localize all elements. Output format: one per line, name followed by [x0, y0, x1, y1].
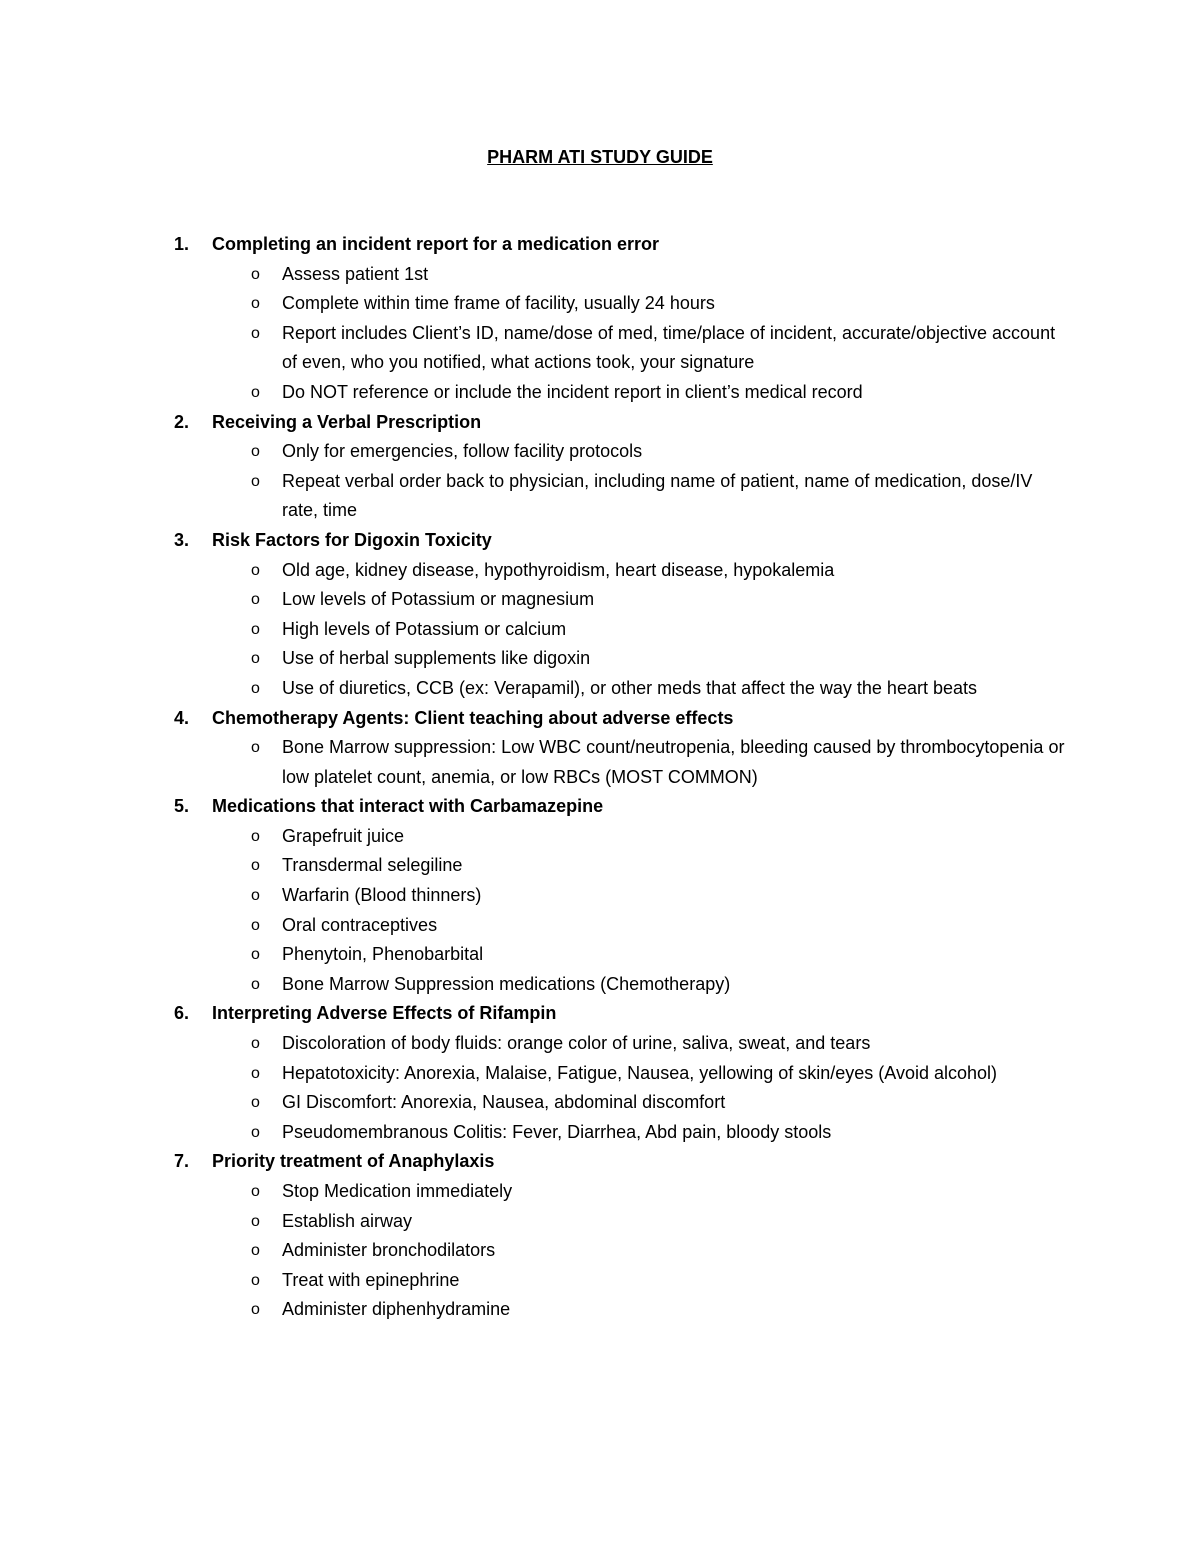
bullet-marker-icon: o	[251, 916, 260, 934]
bullet-marker-icon: o	[251, 383, 260, 401]
list-item-text: Bone Marrow Suppression medications (Chemotherapy)	[282, 973, 731, 994]
section-2	[0, 408, 1200, 526]
section-heading	[0, 792, 1200, 822]
list-item	[0, 822, 1200, 852]
list-item	[0, 940, 1200, 970]
list-item	[0, 851, 1200, 881]
section-title: Chemotherapy Agents: Client teaching about adverse effects	[212, 707, 734, 728]
section-title: Priority treatment of Anaphylaxis	[212, 1151, 495, 1172]
bullet-marker-icon: o	[251, 1035, 260, 1053]
list-item-text: Low levels of Potassium or magnesium	[282, 589, 595, 610]
document-title: PHARM ATI STUDY GUIDE	[487, 147, 713, 167]
list-item-text: Administer diphenhydramine	[282, 1299, 511, 1320]
section-heading	[0, 230, 1200, 260]
list-item	[0, 733, 1200, 792]
list-item	[0, 615, 1200, 645]
list-item	[0, 1118, 1200, 1148]
list-item-text: Complete within time frame of facility, usually 24 hours	[282, 293, 715, 314]
list-item-text: High levels of Potassium or calcium	[282, 618, 567, 639]
list-item	[0, 260, 1200, 290]
list-item-text: Oral contraceptives	[282, 914, 438, 935]
section-number: 4.	[174, 707, 190, 728]
list-item-text: GI Discomfort: Anorexia, Nausea, abdominal discomfort	[282, 1092, 726, 1113]
section-4	[0, 704, 1200, 793]
list-item-text: Establish airway	[282, 1210, 413, 1231]
list-item	[0, 1029, 1200, 1059]
list-item-text: Pseudomembranous Colitis: Fever, Diarrhea, Abd pain, bloody stools	[282, 1121, 832, 1142]
section-heading	[0, 408, 1200, 438]
bullet-marker-icon: o	[251, 946, 260, 964]
bullet-marker-icon: o	[251, 324, 260, 342]
list-item	[0, 970, 1200, 1000]
list-item-text: Hepatotoxicity: Anorexia, Malaise, Fatigue, Nausea, yellowing of skin/eyes (Avoid alcohol)	[282, 1062, 998, 1083]
section-number: 5.	[174, 796, 190, 817]
list-item-text: Old age, kidney disease, hypothyroidism, heart disease, hypokalemia	[282, 559, 835, 580]
bullet-marker-icon: o	[251, 620, 260, 638]
list-item	[0, 1295, 1200, 1325]
bullet-marker-icon: o	[251, 1064, 260, 1082]
section-number: 1.	[174, 234, 190, 254]
bullet-marker-icon: o	[251, 1271, 260, 1289]
list-item	[0, 1207, 1200, 1237]
list-item-text: Stop Medication immediately	[282, 1181, 513, 1201]
bullet-marker-icon: o	[251, 679, 260, 697]
section-heading	[0, 1147, 1200, 1177]
study-guide-list	[0, 230, 1200, 1325]
list-item-text: Treat with epinephrine	[282, 1269, 460, 1290]
list-item-text: Warfarin (Blood thinners)	[282, 885, 482, 906]
bullet-marker-icon: o	[251, 472, 260, 490]
list-item-text: Transdermal selegiline	[282, 855, 463, 876]
list-item-text: Use of herbal supplements like digoxin	[282, 648, 591, 669]
section-title: Receiving a Verbal Prescription	[212, 411, 482, 432]
bullet-marker-icon: o	[251, 443, 260, 461]
list-item-text: Do NOT reference or include the incident report in client’s medical record	[282, 381, 863, 402]
list-item-text: Bone Marrow suppression: Low WBC count/neutropenia, bleeding caused by thrombocytopenia or low platelet count, anemia, or low RBCs (MOST COMMON)	[282, 737, 1065, 787]
section-heading	[0, 704, 1200, 734]
bullet-marker-icon: o	[251, 975, 260, 993]
section-number: 2.	[174, 411, 190, 432]
bullet-marker-icon: o	[251, 1212, 260, 1230]
list-item	[0, 467, 1200, 526]
list-item-text: Assess patient 1st	[282, 263, 429, 284]
list-item-text: Use of diuretics, CCB (ex: Verapamil), or other meds that affect the way the heart beats	[282, 677, 977, 698]
list-item	[0, 1088, 1200, 1118]
bullet-marker-icon: o	[251, 1242, 260, 1260]
list-item	[0, 881, 1200, 911]
bullet-marker-icon: o	[251, 295, 260, 313]
list-item	[0, 319, 1200, 378]
list-item-text: Only for emergencies, follow facility protocols	[282, 441, 643, 462]
list-item-text: Repeat verbal order back to physician, including name of patient, name of medication, dose/IV rate, time	[282, 470, 1033, 521]
list-item	[0, 289, 1200, 319]
bullet-marker-icon: o	[251, 650, 260, 668]
list-item	[0, 1059, 1200, 1089]
list-item-text: Discoloration of body fluids: orange color of urine, saliva, sweat, and tears	[282, 1033, 871, 1054]
list-item	[0, 1177, 1200, 1207]
list-item-text: Administer bronchodilators	[282, 1240, 496, 1261]
list-item	[0, 378, 1200, 408]
bullet-marker-icon: o	[251, 887, 260, 905]
section-5	[0, 792, 1200, 999]
section-title: Medications that interact with Carbamazepine	[212, 796, 604, 817]
bullet-marker-icon: o	[251, 827, 260, 845]
list-item-text: Phenytoin, Phenobarbital	[282, 944, 484, 965]
bullet-marker-icon: o	[251, 591, 260, 609]
list-item	[0, 437, 1200, 467]
section-1	[0, 230, 1200, 408]
section-number: 3.	[174, 529, 190, 550]
bullet-marker-icon: o	[251, 265, 260, 283]
bullet-marker-icon: o	[251, 739, 260, 757]
list-item	[0, 674, 1200, 704]
list-item-text: Grapefruit juice	[282, 825, 405, 846]
list-item	[0, 585, 1200, 615]
section-3	[0, 526, 1200, 704]
list-item	[0, 911, 1200, 941]
section-number: 7.	[174, 1151, 190, 1172]
list-item-text: Report includes Client’s ID, name/dose of med, time/place of incident, accurate/objective account of even, who you notified, what actions took, your signature	[282, 322, 1056, 373]
list-item	[0, 556, 1200, 586]
bullet-marker-icon: o	[251, 857, 260, 875]
bullet-marker-icon: o	[251, 1183, 260, 1200]
section-heading	[0, 999, 1200, 1029]
bullet-marker-icon: o	[251, 1301, 260, 1319]
section-6	[0, 999, 1200, 1147]
section-title: Completing an incident report for a medication error	[212, 234, 660, 254]
section-title: Interpreting Adverse Effects of Rifampin	[212, 1003, 557, 1024]
bullet-marker-icon: o	[251, 1094, 260, 1112]
section-7	[0, 1147, 1200, 1325]
section-number: 6.	[174, 1003, 190, 1024]
bullet-marker-icon: o	[251, 561, 260, 579]
list-item	[0, 644, 1200, 674]
list-item	[0, 1236, 1200, 1266]
section-title: Risk Factors for Digoxin Toxicity	[212, 529, 492, 550]
bullet-marker-icon: o	[251, 1123, 260, 1141]
list-item	[0, 1266, 1200, 1296]
section-heading	[0, 526, 1200, 556]
